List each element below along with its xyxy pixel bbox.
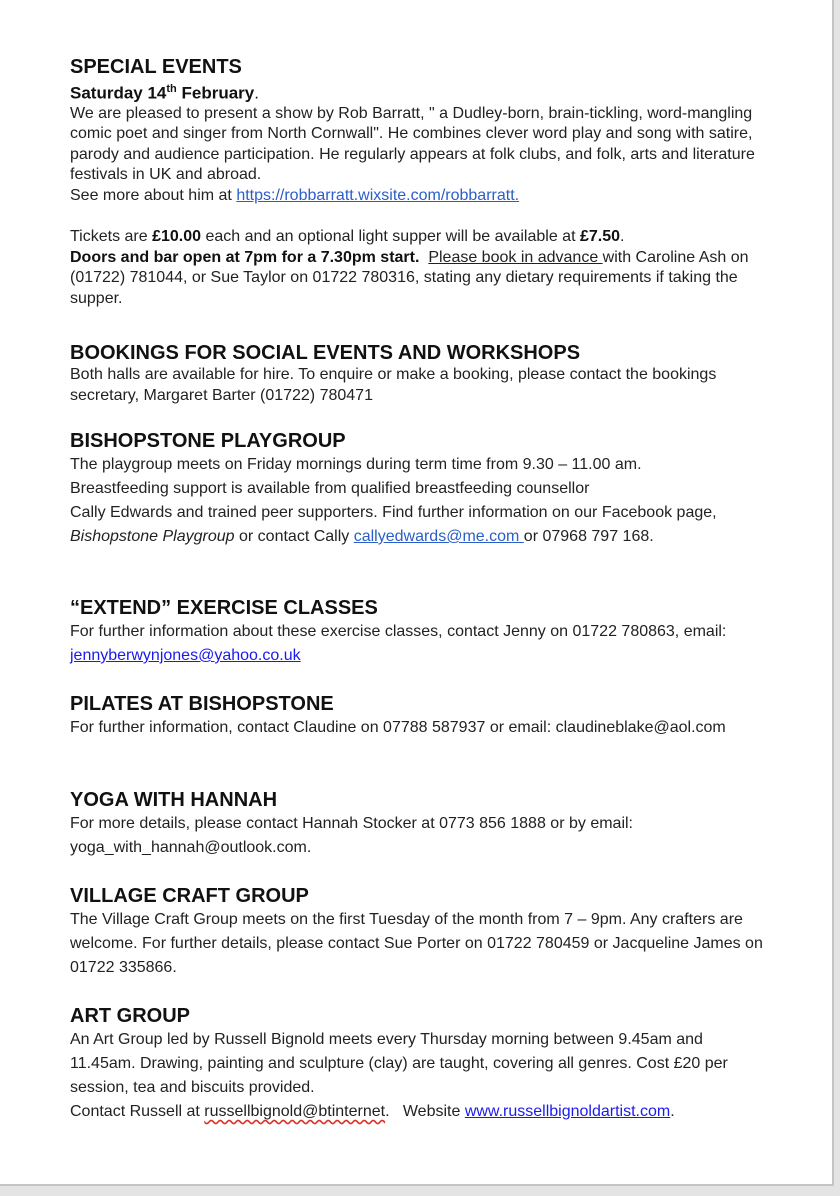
playgroup-line1: The playgroup meets on Friday mornings during term time from 9.30 – 11.00 am. (70, 456, 642, 473)
section-special-events (70, 55, 770, 309)
book-advance: Please book in advance (428, 248, 603, 266)
jenny-email-link[interactable]: jennyberwynjones@yahoo.co.uk (70, 647, 301, 664)
pilates-text: For further information, contact Claudine on 07788 587937 or email: claudineblake@aol.com (70, 719, 726, 736)
cally-email-link[interactable]: callyedwards@me.com (353, 528, 524, 545)
heading-playgroup: BISHOPSTONE PLAYGROUP (70, 430, 346, 452)
russell-email: russellbignold@btinternet (204, 1103, 386, 1120)
art-contact: Contact Russell at russellbignold@btinternet. Website www.russellbignoldartist.com. (70, 1103, 675, 1120)
craft-text: The Village Craft Group meets on the first Tuesday of the month from 7 – 9pm. Any crafters are welcome. For further details, please contact Sue Porter on 01722 780459 or Jacqueline James on 01722 335866. (70, 911, 763, 976)
heading-pilates: PILATES AT BISHOPSTONE (70, 693, 334, 715)
section-craft (70, 884, 770, 980)
rob-barratt-link[interactable]: https://robbarratt.wixsite.com/robbarratt. (236, 186, 520, 204)
section-playgroup (70, 429, 770, 549)
heading-craft: VILLAGE CRAFT GROUP (70, 885, 309, 907)
heading-art: ART GROUP (70, 1005, 190, 1027)
doors-open: Doors and bar open at 7pm for a 7.30pm start. (70, 248, 420, 266)
heading-bookings: BOOKINGS FOR SOCIAL EVENTS AND WORKSHOPS (70, 342, 581, 364)
art-text: An Art Group led by Russell Bignold meets every Thursday morning between 9.45am and 11.45am. Drawing, painting and sculpture (clay) are taught, covering all genres. Cost £20 per session, tea and biscuits provided. (70, 1031, 728, 1096)
section-art (70, 1004, 770, 1124)
section-extend (70, 596, 770, 668)
event-description: We are pleased to present a show by Rob Barratt, " a Dudley-born, brain-tickling, word-mangling comic poet and singer from North Cornwall". He combines clever word play and song with satire, parody and audience participation. He regularly appears at folk clubs, and folk, arts and literature festivals in UK and abroad. (70, 104, 755, 184)
yoga-text: For more details, please contact Hannah Stocker at 0773 856 1888 or by email: yoga_with_hannah@outlook.com. (70, 815, 633, 856)
see-more-line: See more about him at https://robbarratt.wixsite.com/robbarratt. (70, 186, 520, 204)
section-bookings (70, 341, 770, 406)
section-yoga (70, 788, 770, 860)
event-date: Saturday 14th February. (70, 83, 259, 103)
heading-yoga: YOGA WITH HANNAH (70, 789, 278, 811)
playgroup-line2: Breastfeeding support is available from qualified breastfeeding counsellor (70, 480, 590, 497)
extend-text: For further information about these exercise classes, contact Jenny on 01722 780863, email: jennyberwynjones@yahoo.co.uk (70, 623, 727, 664)
russell-website-link[interactable]: www.russellbignoldartist.com (464, 1103, 671, 1120)
facebook-page-name: Bishopstone Playgroup (70, 528, 235, 545)
heading-special-events: SPECIAL EVENTS (70, 56, 242, 78)
section-pilates (70, 692, 770, 740)
heading-extend: “EXTEND” EXERCISE CLASSES (70, 597, 378, 619)
bookings-text: Both halls are available for hire. To enquire or make a booking, please contact the bookings secretary, Margaret Barter (01722) 780471 (70, 366, 717, 404)
tickets-line: Tickets are £10.00 each and an optional light supper will be available at £7.50. (70, 228, 625, 246)
booking-info: Doors and bar open at 7pm for a 7.30pm start. Please book in advance with Caroline Ash on (01722) 781044, or Sue Taylor on 01722 780316, stating any dietary requirements if taking the supper. (70, 248, 749, 307)
playgroup-line3: Cally Edwards and trained peer supporters. Find further information on our Facebook page, Bishopstone Playgroup or contact Cally callyedwards@me.com or 07968 797 168. (70, 504, 717, 545)
